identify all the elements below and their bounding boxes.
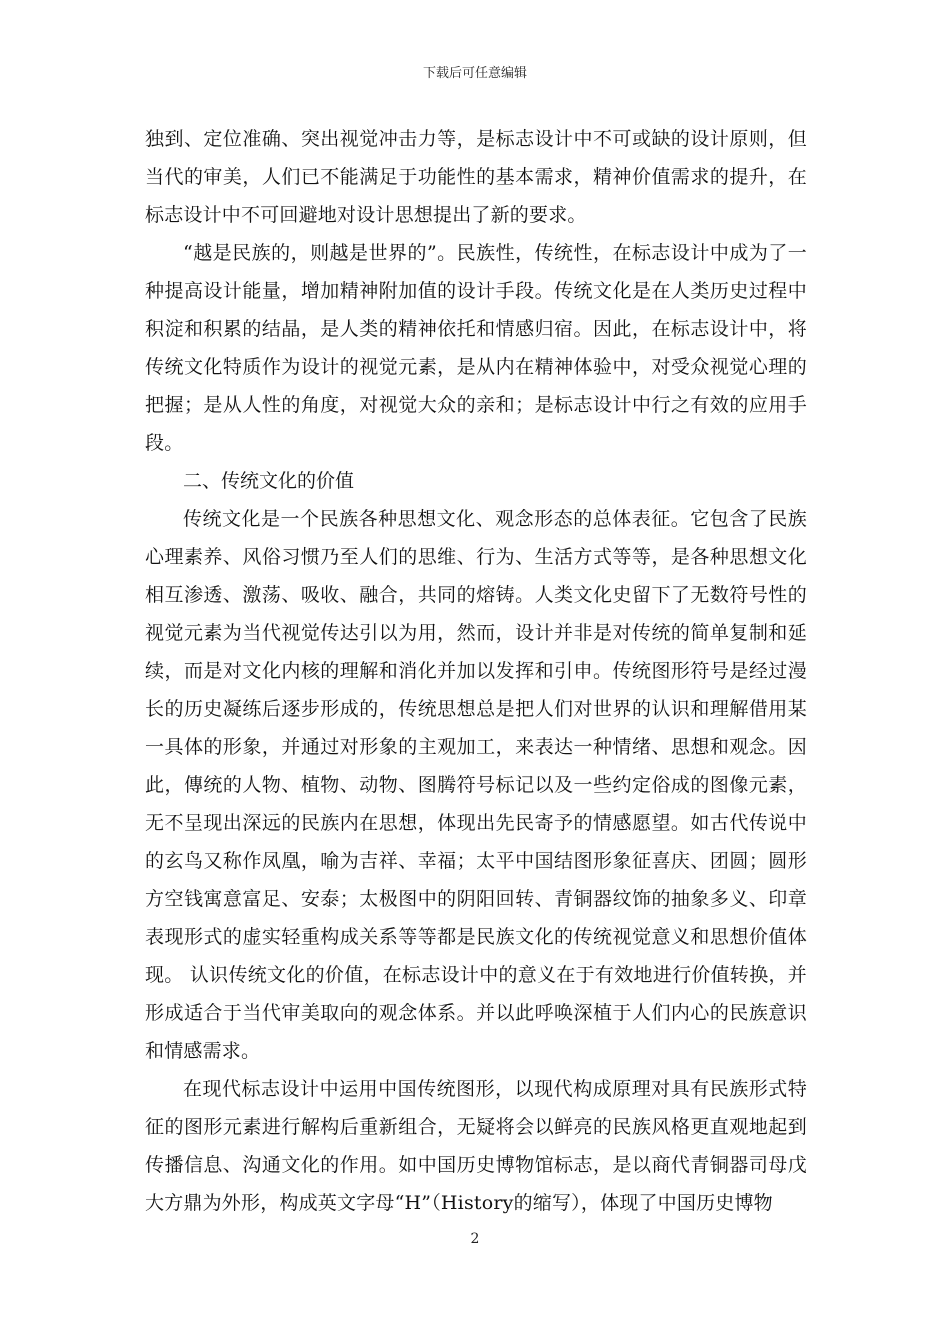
paragraph-traditional-culture: 传统文化是一个民族各种思想文化、观念形态的总体表征。它包含了民族心理素养、风俗习惯乃至人们的思维、行为、生活方式等等，是各种思想文化相互渗透、激荡、吸收、融合，共同的熔铸。人类文化史留下了无数符号性的视觉元素为当代视觉传达引以为用，然而，设计并非是对传统的简单复制和延续，而是对文化内核的理解和消化并加以发挥和引申。传统图形符号是经过漫长的历史凝练后逐步形成的，传统思想总是把人们对世界的认识和理解借用某一具体的形象，并通过对形象的主观加工，来表达一种情绪、思想和观念。因此，傳统的人物、植物、动物、图腾符号标记以及一些约定俗成的图像元素，无不呈现出深远的民族内在思想，体现出先民寄予的情感愿望。如古代传说中的玄鸟又称作凤凰，喻为吉祥、幸福；太平中国结图形象征喜庆、团圆；圆形方空钱寓意富足、安泰；太极图中的阴阳回转、青铜器纹饰的抽象多义、印章表现形式的虚实轻重构成关系等等都是民族文化的传统视觉意义和思想价值体现。 认识传统文化的价值，在标志设计中的意义在于有效地进行价值转换，并形成适合于当代审美取向的观念体系。并以此呼唤深植于人们内心的民族意识和情感需求。 [145, 508, 807, 1062]
paragraph-modern-logo-design: 在现代标志设计中运用中国传统图形，以现代构成原理对具有民族形式特征的图形元素进行解构后重新组合，无疑将会以鲜亮的民族风格更直观地起到传播信息、沟通文化的作用。如中国历史博物馆标志，是以商代青铜器司母戊大方鼎为外形，构成英文字母“H”（History的缩写），体现了中国历史博物 [145, 1078, 807, 1214]
section-heading: 二、传统文化的价值 [183, 470, 355, 492]
paragraph-continuation: 独到、定位准确、突出视觉冲击力等，是标志设计中不可或缺的设计原则，但当代的审美，人们已不能满足于功能性的基本需求，精神价值需求的提升，在标志设计中不可回避地对设计思想提出了新的要求。 [145, 128, 807, 226]
page-header: 下载后可任意编辑 [422, 66, 527, 81]
page-number: 2 [470, 1231, 480, 1247]
document-body [145, 120, 807, 1222]
paragraph-nationality: “越是民族的，则越是世界的”。民族性，传统性，在标志设计中成为了一种提高设计能量，增加精神附加值的设计手段。传统文化是在人类历史过程中积淀和积累的结晶，是人类的精神依托和情感归宿。因此，在标志设计中，将传统文化特质作为设计的视觉元素，是从内在精神体验中，对受众视觉心理的把握；是从人性的角度，对视觉大众的亲和；是标志设计中行之有效的应用手段。 [145, 242, 807, 454]
